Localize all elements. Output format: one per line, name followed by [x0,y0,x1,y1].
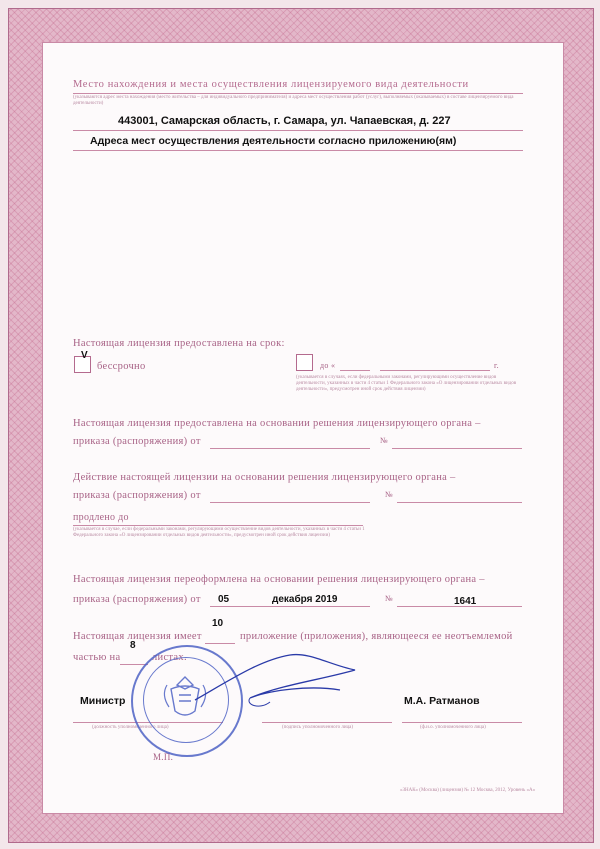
places-underline [73,150,523,151]
header-line: Место нахождения и места осуществления лицензируемого вида деятельности [73,79,469,90]
attachments-line-1: Настоящая лицензия имеет [73,631,202,642]
until-month-line [380,370,490,371]
handwritten-signature-icon [190,640,370,720]
attachments-sheets: 8 [130,640,136,651]
extension-line-2: приказа (распоряжения) от [73,490,201,501]
checkbox-mark: V [81,350,88,361]
name-line [402,722,522,723]
extension-note: (указывается в случае, если федеральными законами, регулирующими осуществление видов деятельности, указанных в части 4 статьи 1 Федерального закона «О лицензировании отдельных видов деятельности», предусмотрен иной срок действия лицензии) [73,527,365,539]
term-note: (указывается в случаях, если федеральными законами, регулирующими осуществление видов деятельности, указанных в части 4 статьи 1 Федерального закона «О лицензировании отдельных видов деятельности», предусмотрен иной срок действия лицензии) [296,375,517,393]
signer-position: Министр [80,695,126,707]
until-year-suffix: г. [494,361,499,370]
basis-num-label: № [380,436,388,445]
name-note: (ф.и.о. уполномоченного лица) [420,725,486,730]
extension-num-label: № [385,490,393,499]
prolonged-line [73,525,363,526]
position-note: (должность уполномоченного лица) [92,725,169,730]
reissue-month-year: декабря 2019 [272,594,338,605]
until-day-line [340,370,370,371]
printer-note: «ЗНАК» (Москва) (лицензия) № 12 Москва, 2012, Уровень «А» [400,788,536,793]
reissue-day: 05 [218,594,230,605]
term-label: Настоящая лицензия предоставлена на срок: [73,338,285,349]
basis-number-line [392,448,522,449]
reissue-date-line [210,606,370,607]
sign-note: (подпись уполномоченного лица) [282,725,354,730]
basis-date-line [210,448,370,449]
places-text: Адреса мест осуществления деятельности согласно приложению(ям) [90,135,457,147]
prolonged-label: продлено до [73,512,129,523]
basis-line-1: Настоящая лицензия предоставлена на основании решения лицензирующего органа – [73,418,481,429]
extension-number-line [397,502,522,503]
header-underline [73,93,523,94]
header-note: (указываются адрес места нахождения (место жительства – для индивидуального предпринимателя) и адреса мест осуществления работ (услуг), выполняемых (оказываемых) в составе лицензируемого вида деятельности) [73,95,514,107]
address-text: 443001, Самарская область, г. Самара, ул. Чапаевская, д. 227 [118,115,451,127]
attachments-line-2: частью на [73,652,121,663]
reissue-num-label: № [385,594,393,603]
sign-line [262,722,392,723]
until-checkbox [296,354,313,371]
extension-line-1: Действие настоящей лицензии на основании решения лицензирующего органа – [73,472,456,483]
attachments-line-1b: приложение (приложения), являющееся ее неотъемлемой [240,631,513,642]
attachments-count: 10 [212,618,224,629]
attachments-sheets-suffix: листах. [152,652,187,663]
unlimited-option: бессрочно [97,361,146,372]
until-prefix: до « [320,361,336,370]
basis-line-2: приказа (распоряжения) от [73,436,201,447]
signer-name: М.А. Ратманов [404,695,480,707]
reissue-number: 1641 [454,596,477,607]
reissue-line-1: Настоящая лицензия переоформлена на основании решения лицензирующего органа – [73,574,485,585]
stamp-place-label: М.П. [153,752,174,762]
address-underline [73,130,523,131]
extension-date-line [210,502,370,503]
reissue-line-2: приказа (распоряжения) от [73,594,201,605]
